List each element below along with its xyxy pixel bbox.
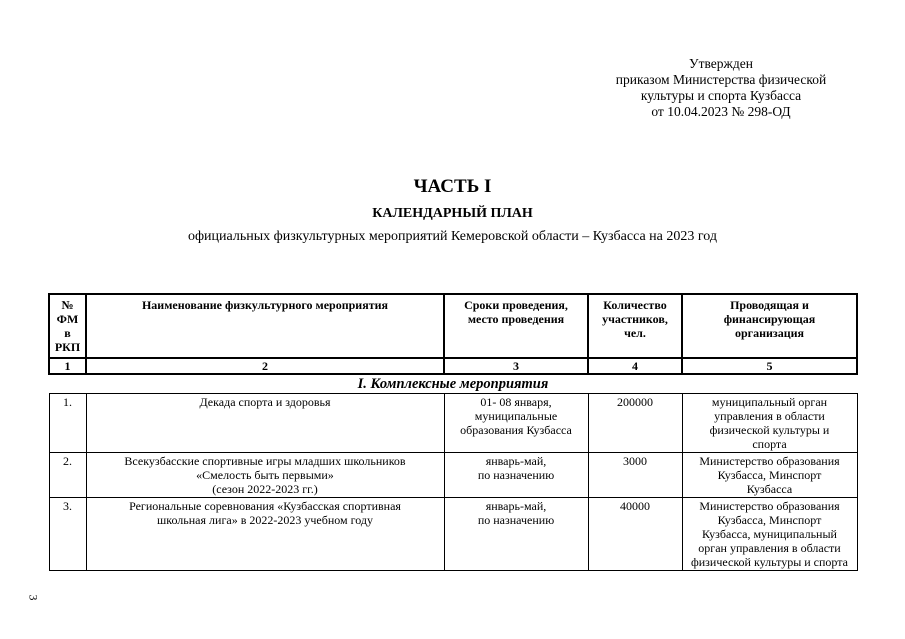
cell-line: по назначению — [477, 468, 555, 482]
cell-line: Кузбасса, Минспорт — [717, 513, 822, 527]
row-org — [682, 394, 857, 453]
row-num: 1. — [49, 394, 86, 453]
cell-line: Министерство образования — [699, 499, 840, 513]
table-row — [49, 453, 857, 498]
part-title: ЧАСТЬ I — [413, 176, 492, 197]
cell-line: школьная лига» в 2022-2023 учебном году — [157, 513, 373, 527]
row-participants: 40000 — [588, 498, 682, 571]
approval-line: приказом Министерства физической — [615, 72, 827, 87]
table-header-row — [49, 294, 857, 358]
row-name — [86, 394, 444, 453]
row-org — [682, 498, 857, 571]
cell-line: (сезон 2022-2023 гг.) — [212, 482, 318, 496]
header-text: Количество — [603, 298, 667, 312]
row-name — [86, 453, 444, 498]
plan-title: КАЛЕНДАРНЫЙ ПЛАН — [372, 206, 533, 221]
section-row — [49, 374, 857, 394]
header-text: участников, — [602, 312, 668, 326]
header-participants — [588, 294, 682, 358]
cell-line: Всекузбасские спортивные игры младших школьников — [124, 454, 406, 468]
cell-line: Декада спорта и здоровья — [199, 395, 331, 409]
column-number: 5 — [682, 358, 857, 374]
cell-line: Региональные соревнования «Кузбасская спортивная — [129, 499, 401, 513]
row-participants: 3000 — [588, 453, 682, 498]
header-text: РКП — [54, 340, 81, 354]
header-text: финансирующая — [723, 312, 816, 326]
header-text: Проводящая и — [730, 298, 809, 312]
header-text: организация — [734, 326, 805, 340]
cell-line: январь-май, — [485, 499, 547, 513]
column-number: 1 — [49, 358, 86, 374]
approval-date-line: от 10.04.2023 № 298-ОД — [651, 104, 791, 119]
header-text: чел. — [624, 326, 646, 340]
cell-line: Кузбасса — [746, 482, 793, 496]
column-numbers-row — [49, 358, 857, 374]
cell-line: спорта — [752, 437, 787, 451]
header-org — [682, 294, 857, 358]
header-text: № — [61, 298, 74, 312]
cell-line: физической культуры и спорта — [690, 555, 848, 569]
header-text: Сроки проведения, — [464, 298, 568, 312]
row-num: 2. — [49, 453, 86, 498]
cell-line: орган управления в области — [698, 541, 841, 555]
header-dates — [444, 294, 588, 358]
cell-line: физической культуры и — [709, 423, 830, 437]
row-org — [682, 453, 857, 498]
table-row — [49, 394, 857, 453]
cell-line: по назначению — [477, 513, 555, 527]
row-participants: 200000 — [588, 394, 682, 453]
page-number: 3 — [26, 594, 41, 601]
header-num — [49, 294, 86, 358]
header-text: ФМ — [56, 312, 79, 326]
table-row — [49, 498, 857, 571]
header-name: Наименование физкультурного мероприятия — [86, 294, 444, 358]
cell-line: январь-май, — [485, 454, 547, 468]
row-dates — [444, 394, 588, 453]
row-dates — [444, 453, 588, 498]
cell-line: Кузбасса, Минспорт — [717, 468, 822, 482]
approval-line: культуры и спорта Кузбасса — [640, 88, 802, 103]
header-text: место проведения — [467, 312, 565, 326]
cell-line: муниципальные — [474, 409, 558, 423]
cell-line: муниципальный орган — [711, 395, 828, 409]
plan-subtitle: официальных физкультурных мероприятий Кемеровской области – Кузбасса на 2023 год — [187, 229, 717, 244]
cell-line: Министерство образования — [699, 454, 840, 468]
calendar-plan-table — [48, 293, 858, 571]
row-name — [86, 498, 444, 571]
section-title: I. Комплексные мероприятия — [357, 376, 549, 392]
approval-line: Утвержден — [689, 56, 753, 71]
approval-block — [596, 56, 846, 120]
cell-line: «Смелость быть первыми» — [196, 468, 334, 482]
column-number: 4 — [588, 358, 682, 374]
cell-line: Кузбасса, муниципальный — [702, 527, 837, 541]
row-num: 3. — [49, 498, 86, 571]
cell-line: образования Кузбасса — [460, 423, 572, 437]
cell-line: управления в области — [714, 409, 825, 423]
column-number: 3 — [444, 358, 588, 374]
cell-line: 01- 08 января, — [480, 395, 552, 409]
row-dates — [444, 498, 588, 571]
header-text: в — [64, 326, 71, 340]
column-number: 2 — [86, 358, 444, 374]
